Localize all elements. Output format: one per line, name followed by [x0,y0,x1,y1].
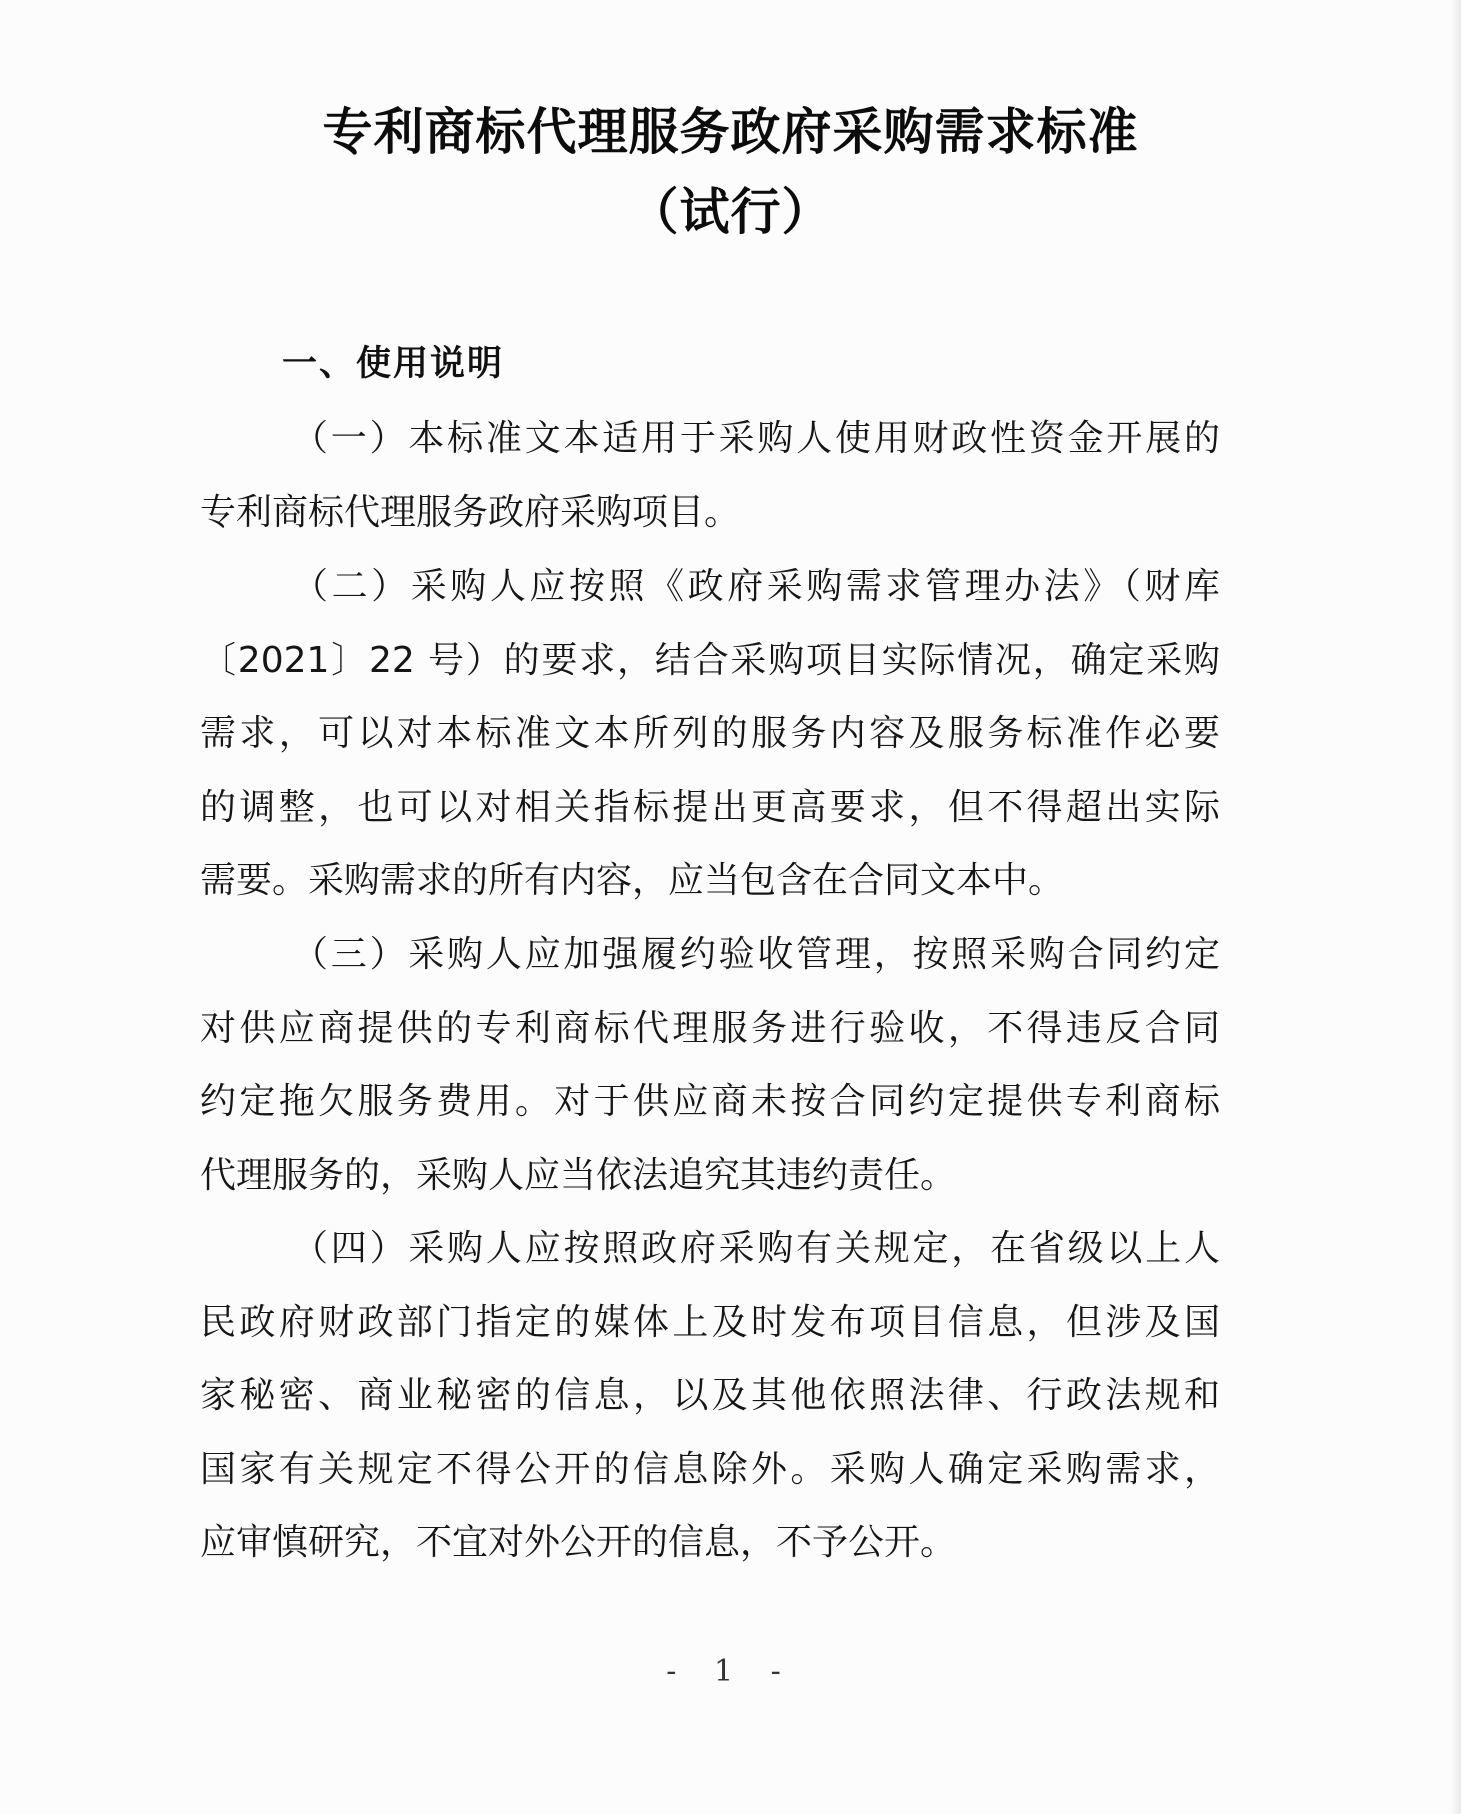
paragraph-2 [200,550,1220,918]
paragraph-line: 对供应商提供的专利商标代理服务进行验收，不得违反合同 [200,1007,1220,1049]
paragraph-line: （二）采购人应按照《政府采购需求管理办法》（财库 [292,566,1220,607]
document-subtitle: （试行） [628,182,833,241]
page-number: - 1 - [666,1654,795,1689]
paragraph-line: 约定拖欠服务费用。对于供应商未按合同约定提供专利商标 [200,1081,1220,1122]
paragraph-4 [200,1212,1220,1580]
paragraph-line: （三）采购人应加强履约验收管理，按照采购合同约定 [292,934,1220,975]
paragraph-1 [200,402,1220,549]
paragraph-line: 民政府财政部门指定的媒体上及时发布项目信息，但涉及国 [200,1301,1220,1343]
paragraph-line: （四）采购人应按照政府采购有关规定，在省级以上人 [292,1228,1220,1269]
paragraph-line: （一）本标准文本适用于采购人使用财政性资金开展的 [292,418,1220,459]
paragraph-line: 需求，可以对本标准文本所列的服务内容及服务标准作必要 [200,713,1220,754]
paragraph-line: 专利商标代理服务政府采购项目。 [200,491,741,533]
paragraph-line: 代理服务的，采购人应当依法追究其违约责任。 [200,1154,957,1196]
paragraph-line: 家秘密、商业秘密的信息，以及其他依照法律、行政法规和 [200,1375,1220,1416]
section-heading: 一、使用说明 [282,344,505,384]
paragraph-line: 〔2021〕22 号）的要求，结合采购项目实际情况，确定采购 [200,639,1220,681]
paragraph-3 [200,918,1220,1212]
paragraph-line: 国家有关规定不得公开的信息除外。采购人确定采购需求， [200,1448,1220,1490]
scan-edge-shadow [1451,0,1461,1814]
paragraph-line: 需要。采购需求的所有内容，应当包含在合同文本中。 [200,860,1065,901]
paragraph-line: 的调整，也可以对相关指标提出更高要求，但不得超出实际 [200,786,1220,828]
paragraph-line: 应审慎研究，不宜对外公开的信息，不予公开。 [200,1522,957,1563]
document-title: 专利商标代理服务政府采购需求标准 [322,102,1139,161]
